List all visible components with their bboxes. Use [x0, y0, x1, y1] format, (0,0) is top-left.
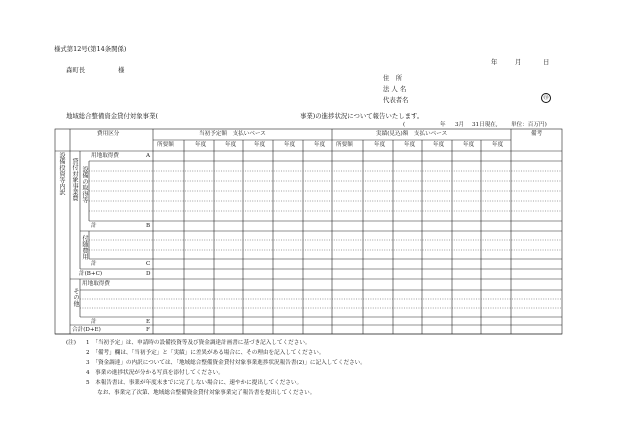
eligible-vertical-label: 貸付対象事業費: [71, 158, 78, 202]
actual-year-1: 年度: [374, 142, 386, 148]
intro-prefix: 地域総合整備資金貸付対象事業(: [66, 112, 158, 120]
corporation-label: 法 人 名: [383, 85, 407, 93]
col-remarks-header: 備考: [531, 131, 543, 137]
note-item-6: なお、事業完了次第、地域総合整備資金貸付対象事業完了報告書を提出してください。: [86, 390, 316, 396]
asof-day: 31日現在,: [472, 122, 498, 128]
row-total-d-label: 計(B+C): [79, 271, 103, 277]
form-number: 様式第12号(第14条関係): [54, 45, 127, 53]
date-year: 年: [491, 58, 498, 66]
note-item-5: 5 本報告書は、事業が年度末までに完了しない場合に、速やかに提出してください。: [86, 380, 303, 386]
representative-label: 代表者名: [383, 96, 409, 104]
col-planned-header: 当初予定額 支払いベース: [199, 131, 266, 137]
row-total-d-letter: D: [146, 271, 151, 277]
actual-required-header: 所要額: [336, 142, 353, 148]
left-vertical-label: 設備投資等内訳: [58, 152, 65, 196]
actual-year-5: 年度: [492, 142, 504, 148]
row-subtotal-b-letter: B: [146, 223, 151, 229]
note-item-3: 3 「資金調達」の内訳については、「地域総合整備資金貸付対象事業進捗状況報告書(2)」に記入してください。: [86, 360, 366, 366]
row-land-other-label: 用地取得費: [82, 281, 110, 287]
planned-year-1: 年度: [195, 142, 207, 148]
asof-month: 3月: [455, 122, 465, 128]
seal-mark: ㊞: [541, 93, 551, 103]
intro-suffix: 事業)の進捗状況について報告いたします。: [300, 112, 424, 120]
row-grand-total-label: 合計(D+E): [72, 327, 101, 333]
actual-year-4: 年度: [463, 142, 475, 148]
planned-required-header: 所要額: [157, 142, 174, 148]
note-item-1: 1 「当初予定」は、申請時の設備投資等及び資金調達計画書に基づき記入してください。: [86, 340, 311, 346]
col-category-header: 費用区分: [97, 131, 120, 137]
planned-year-3: 年度: [254, 142, 266, 148]
date-day: 日: [543, 58, 550, 66]
asof-unit: 単位：百万円): [511, 122, 547, 128]
row-subtotal-b-label: 計: [91, 223, 97, 229]
planned-year-2: 年度: [225, 142, 237, 148]
row-grand-total-letter: F: [146, 327, 150, 333]
actual-year-2: 年度: [404, 142, 416, 148]
planned-year-4: 年度: [284, 142, 296, 148]
row-subtotal-e-label: 計: [91, 319, 97, 325]
row-subtotal-c-letter: C: [146, 261, 151, 267]
addressee: 森町長: [66, 66, 86, 74]
notes-label: (注): [66, 340, 76, 346]
note-item-2: 2 「備考」欄は、「当初予定」と「実績」に差異がある場合に、その理由を記入してください。: [86, 350, 325, 356]
actual-year-3: 年度: [433, 142, 445, 148]
row-land-a-letter: A: [146, 153, 151, 159]
asof-year: 年: [440, 122, 446, 128]
addressee-honorific: 様: [118, 66, 125, 74]
ancillary-vertical-label: 付随費用: [81, 235, 88, 260]
other-vertical-label: その他: [72, 288, 79, 307]
row-subtotal-c-label: 計: [91, 261, 97, 267]
row-subtotal-e-letter: E: [146, 319, 151, 325]
facility-vertical-label: 設備の取得等: [81, 166, 88, 204]
asof-paren: (: [403, 122, 406, 128]
note-item-4: 4 事業の進捗状況が分かる写真を添付してください。: [86, 370, 224, 376]
planned-year-5: 年度: [314, 142, 326, 148]
row-land-a-label: 用地取得費: [91, 153, 119, 159]
date-month: 月: [515, 58, 522, 66]
col-actual-header: 実績(見込)額 支払いベース: [376, 131, 448, 137]
address-label: 住 所: [383, 74, 403, 82]
